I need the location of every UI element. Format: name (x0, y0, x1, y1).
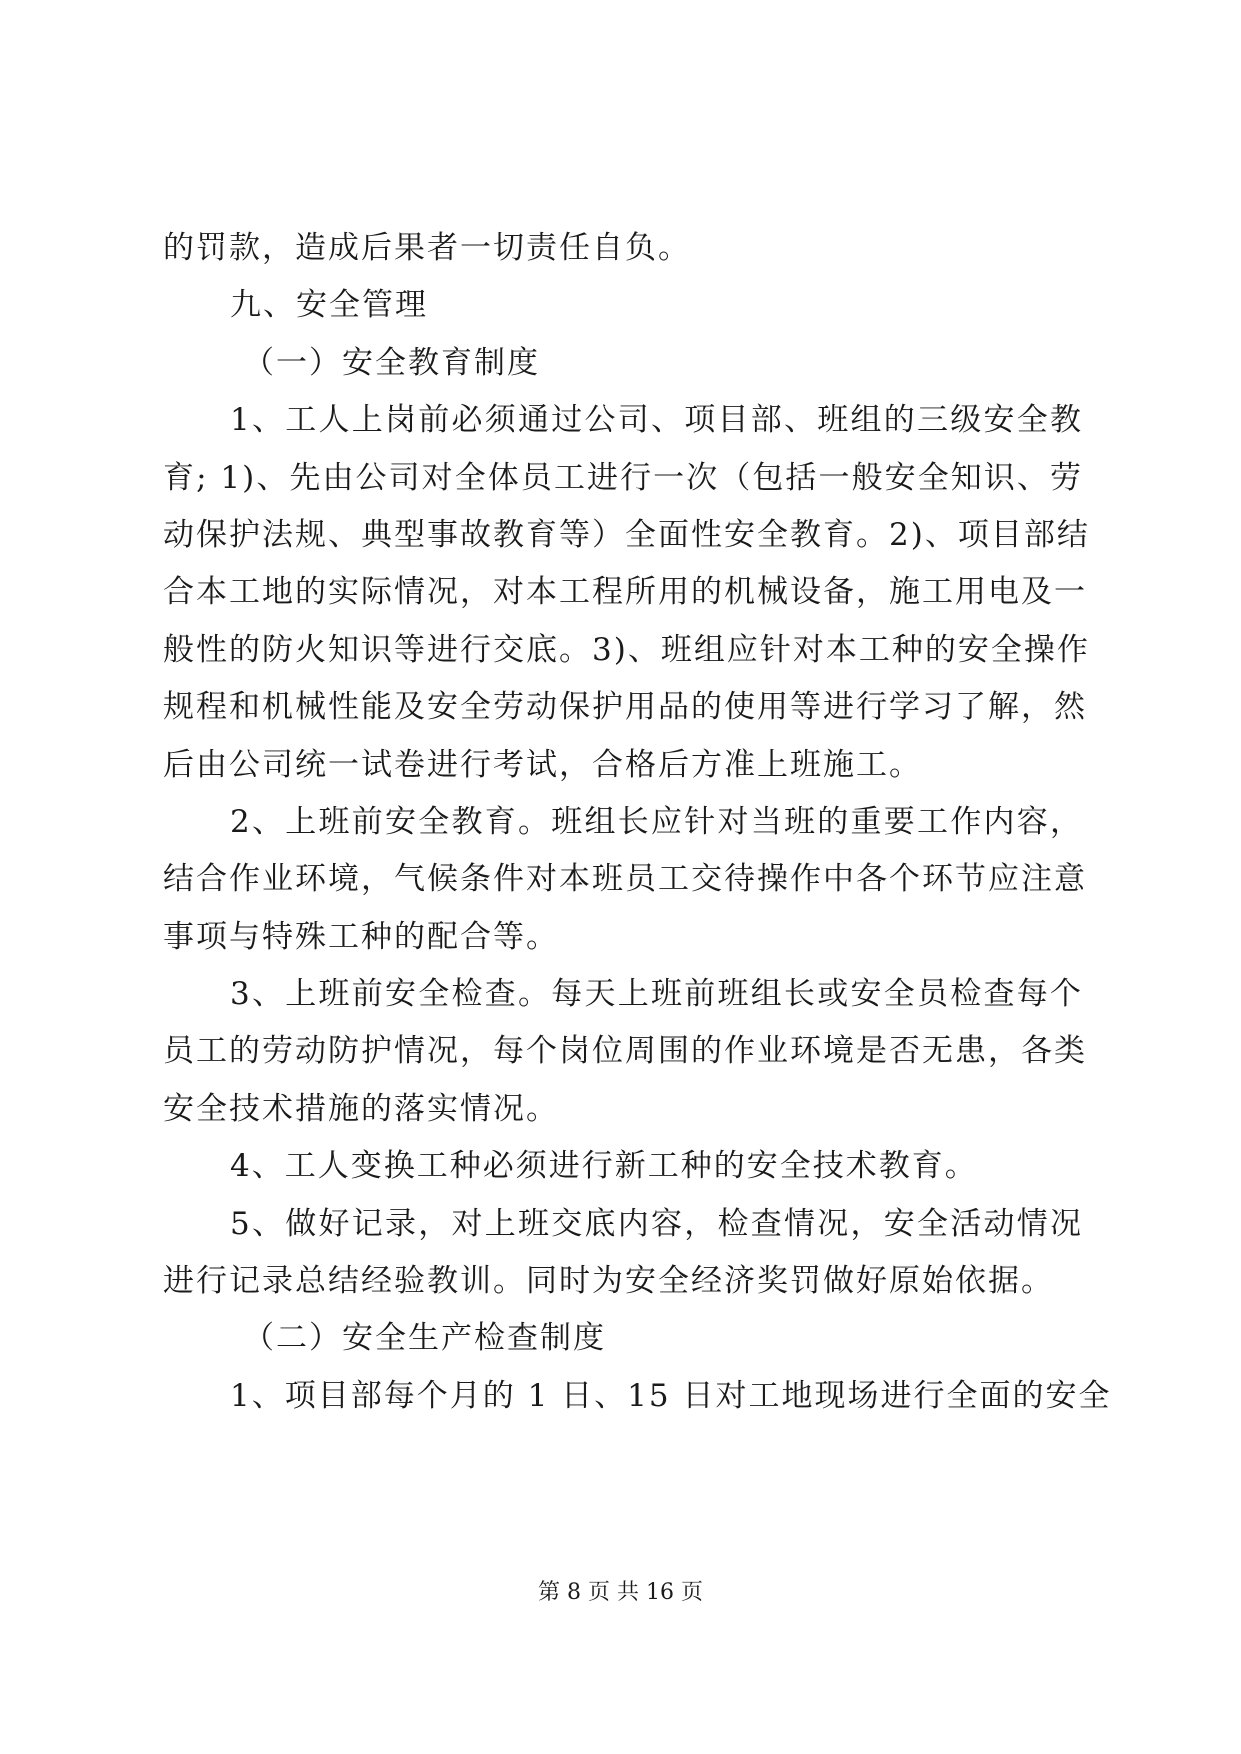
page-number-footer: 第 8 页 共 16 页 (538, 1580, 703, 1605)
paragraph-line: 1、项目部每个月的 1 日、15 日对工地现场进行全面的安全 (230, 1377, 1112, 1414)
text-line-continuation: 的罚款，造成后果者一切责任自负。 (163, 230, 691, 266)
paragraph-line: 5、做好记录，对上班交底内容，检查情况，安全活动情况 (230, 1205, 1083, 1242)
paragraph-line: 结合作业环境，气候条件对本班员工交待操作中各个环节应注意 (163, 861, 1087, 898)
paragraph-line: 3、上班前安全检查。每天上班前班组长或安全员检查每个 (230, 976, 1083, 1013)
paragraph-line: 安全技术措施的落实情况。 (163, 1090, 559, 1127)
subsection-heading: （二）安全生产检查制度 (243, 1320, 606, 1357)
paragraph-line: 育; 1)、先由公司对全体员工进行一次（包括一般安全知识、劳 (163, 459, 1083, 496)
paragraph-line: 4、工人变换工种必须进行新工种的安全技术教育。 (230, 1148, 978, 1185)
paragraph-line: 动保护法规、典型事故教育等）全面性安全教育。2)、项目部结 (163, 516, 1090, 553)
subsection-heading: （一）安全教育制度 (243, 344, 540, 381)
paragraph-line: 后由公司统一试卷进行考试，合格后方准上班施工。 (163, 746, 922, 783)
section-heading: 九、安全管理 (230, 287, 428, 324)
paragraph-line: 2、上班前安全教育。班组长应针对当班的重要工作内容， (230, 803, 1083, 840)
paragraph-line: 1、工人上岗前必须通过公司、项目部、班组的三级安全教 (230, 402, 1083, 439)
paragraph-line: 合本工地的实际情况，对本工程所用的机械设备，施工用电及一 (163, 574, 1087, 611)
paragraph-line: 般性的防火知识等进行交底。3)、班组应针对本工种的安全操作 (163, 631, 1090, 668)
paragraph-line: 事项与特殊工种的配合等。 (163, 918, 559, 955)
paragraph-line: 进行记录总结经验教训。同时为安全经济奖罚做好原始依据。 (163, 1263, 1054, 1300)
paragraph-line: 规程和机械性能及安全劳动保护用品的使用等进行学习了解，然 (163, 689, 1087, 726)
document-body (163, 220, 1112, 1425)
paragraph-line: 员工的劳动防护情况，每个岗位周围的作业环境是否无患，各类 (163, 1033, 1087, 1070)
